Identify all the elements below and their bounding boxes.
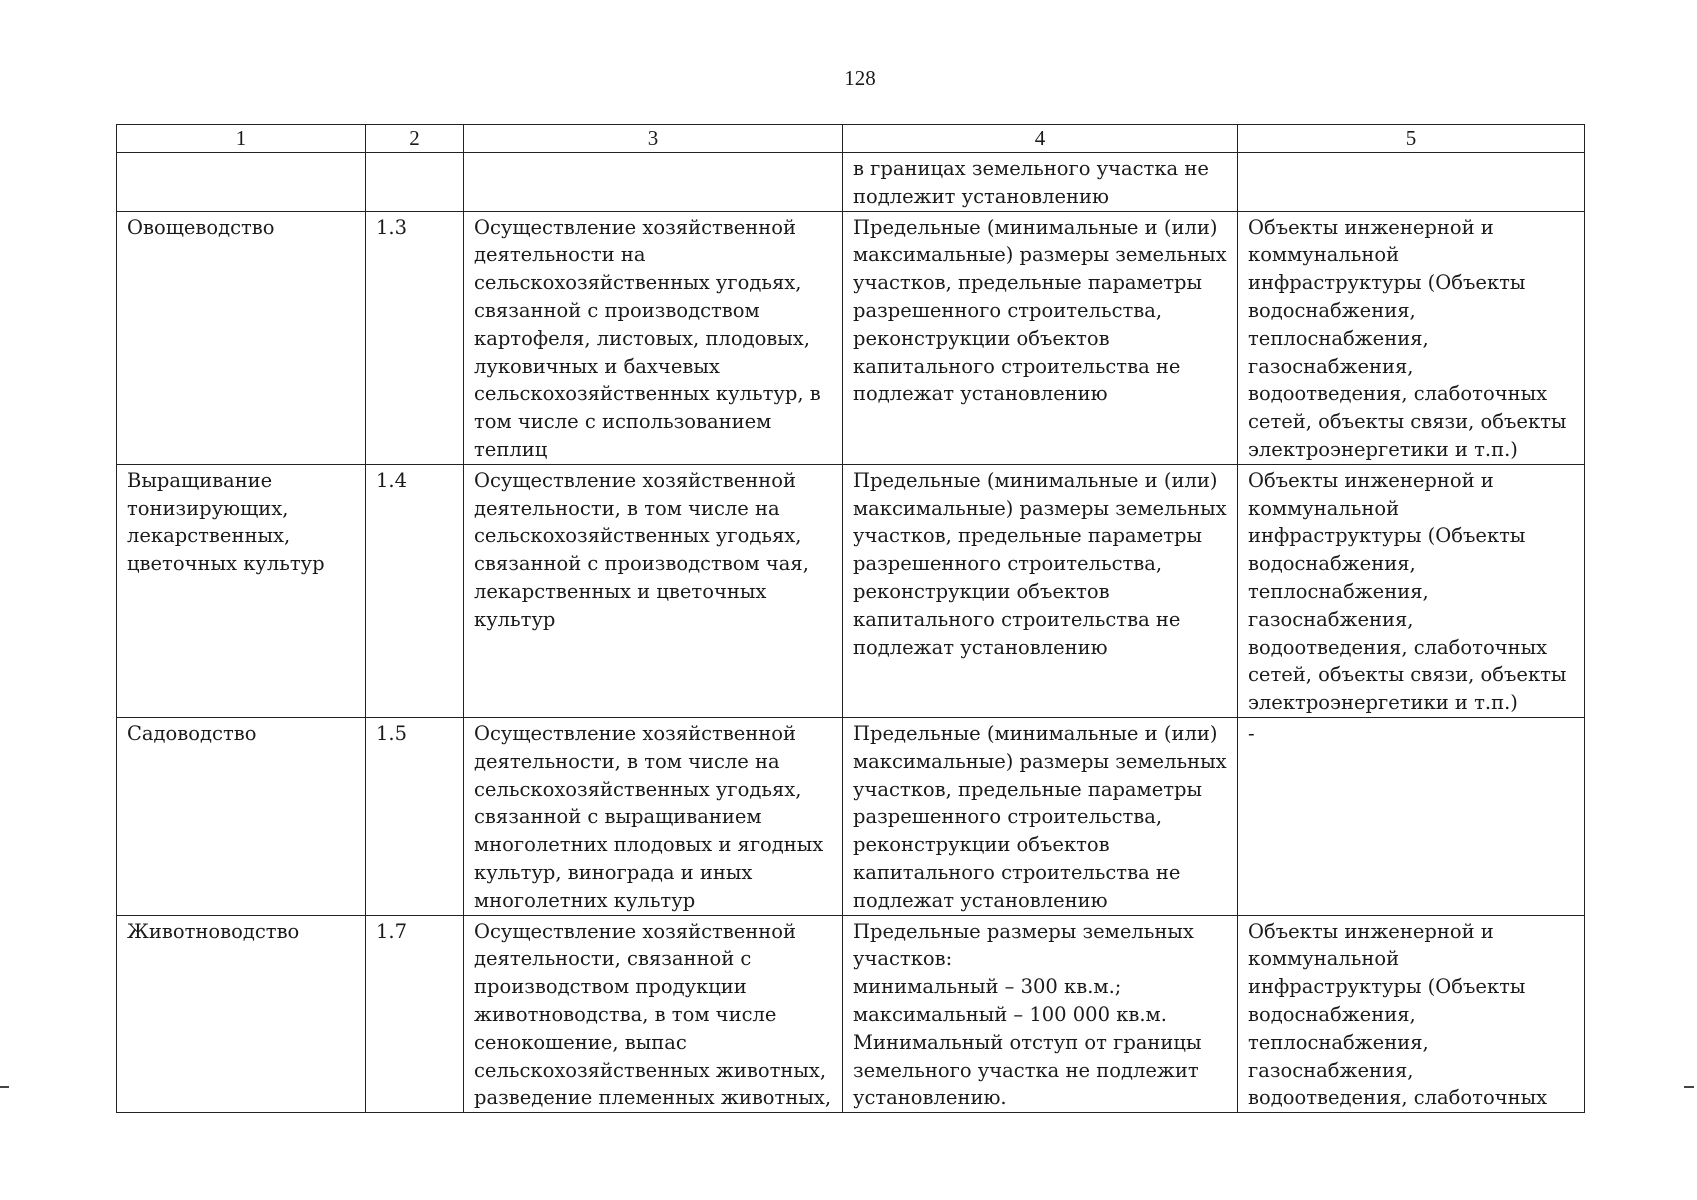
column-number-5: 5 [1238, 125, 1585, 153]
use-code-cell: 1.3 [366, 211, 464, 464]
use-parameters-cell: в границах земельного участка не подлежит установлению [843, 153, 1238, 212]
use-objects-cell: Объекты инженерной и коммунальной инфраструктуры (Объекты водоснабжения, теплоснабжения, газоснабжения, водоотведения, слаботочных сетей, объекты связи, объекты электроэнергетики и т.п.) [1238, 211, 1585, 464]
table-row [117, 915, 1585, 1113]
use-name-cell [117, 153, 366, 212]
table-row [117, 153, 1585, 212]
use-description-cell [464, 153, 843, 212]
use-parameters-cell: Предельные (минимальные и (или) максимальные) размеры земельных участков, предельные параметры разрешенного строительства, реконструкции объектов капитального строительства не подлежат установлению [843, 717, 1238, 915]
use-code-cell: 1.5 [366, 717, 464, 915]
use-code-cell: 1.4 [366, 464, 464, 717]
use-objects-cell: Объекты инженерной и коммунальной инфраструктуры (Объекты водоснабжения, теплоснабжения, газоснабжения, водоотведения, слаботочных [1238, 915, 1585, 1113]
use-name-cell: Овощеводство [117, 211, 366, 464]
use-description-cell: Осуществление хозяйственной деятельности, связанной с производством продукции животноводства, в том числе сенокошение, выпас сельскохозяйственных животных, разведение племенных животных, [464, 915, 843, 1113]
use-name-cell: Садоводство [117, 717, 366, 915]
column-number-2: 2 [366, 125, 464, 153]
use-objects-cell: - [1238, 717, 1585, 915]
column-number-row [117, 125, 1585, 153]
land-use-table [116, 124, 1585, 1113]
use-name-cell: Выращивание тонизирующих, лекарственных, цветочных культур [117, 464, 366, 717]
page-number: 128 [844, 66, 876, 90]
column-number-3: 3 [464, 125, 843, 153]
use-code-cell [366, 153, 464, 212]
use-description-cell: Осуществление хозяйственной деятельности, в том числе на сельскохозяйственных угодьях, связанной с производством чая, лекарственных и цветочных культур [464, 464, 843, 717]
left-margin-mark [0, 1086, 9, 1088]
use-description-cell: Осуществление хозяйственной деятельности на сельскохозяйственных угодьях, связанной с производством картофеля, листовых, плодовых, луковичных и бахчевых сельскохозяйственных культур, в том числе с использованием теплиц [464, 211, 843, 464]
use-name-cell: Животноводство [117, 915, 366, 1113]
use-objects-cell: Объекты инженерной и коммунальной инфраструктуры (Объекты водоснабжения, теплоснабжения, газоснабжения, водоотведения, слаботочных сетей, объекты связи, объекты электроэнергетики и т.п.) [1238, 464, 1585, 717]
column-number-4: 4 [843, 125, 1238, 153]
use-code-cell: 1.7 [366, 915, 464, 1113]
table-row [117, 464, 1585, 717]
use-description-cell: Осуществление хозяйственной деятельности, в том числе на сельскохозяйственных угодьях, связанной с выращиванием многолетних плодовых и ягодных культур, винограда и иных многолетних культур [464, 717, 843, 915]
use-parameters-cell: Предельные (минимальные и (или) максимальные) размеры земельных участков, предельные параметры разрешенного строительства, реконструкции объектов капитального строительства не подлежат установлению [843, 211, 1238, 464]
table-row [117, 211, 1585, 464]
table-row [117, 717, 1585, 915]
use-parameters-cell: Предельные размеры земельных участков: минимальный – 300 кв.м.; максимальный – 100 000 кв.м. Минимальный отступ от границы земельного участка не подлежит установлению. [843, 915, 1238, 1113]
use-objects-cell [1238, 153, 1585, 212]
column-number-1: 1 [117, 125, 366, 153]
use-parameters-cell: Предельные (минимальные и (или) максимальные) размеры земельных участков, предельные параметры разрешенного строительства, реконструкции объектов капитального строительства не подлежат установлению [843, 464, 1238, 717]
right-margin-mark [1684, 1086, 1694, 1088]
